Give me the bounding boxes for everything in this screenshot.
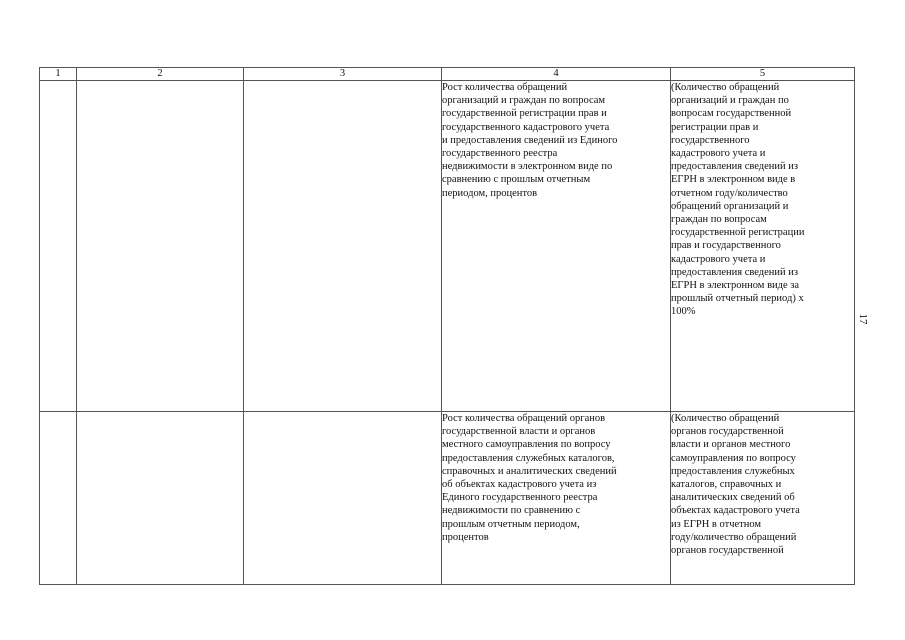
column-header-1: 1 [40,68,77,81]
column-header-2: 2 [77,68,244,81]
indicator-cell [442,412,671,585]
formula-cell [671,412,855,585]
column-header-4: 4 [442,68,671,81]
indicator-text: Рост количества обращений органов государственной власти и органов местного самоуправления по вопросу предоставления служебных каталогов, справочных и аналитических сведений об объектах кадастрового учета из Единого государственного реестра недвижимости по сравнению с прошлым отчетным периодом, процентов [442,413,617,543]
cell-col-3 [244,412,442,585]
page-number: 17 [857,313,869,325]
column-header-5: 5 [671,68,855,81]
indicator-cell [442,81,671,412]
column-header-3: 3 [244,68,442,81]
formula-text: (Количество обращений органов государственной власти и органов местного самоуправления по вопросу предоставления служебных каталогов, справочных и аналитических сведений об объектах кадастрового учета из ЕГРН в отчетном году/количество обращений органов государственной [671,413,800,557]
indicator-text: Рост количества обращений организаций и граждан по вопросам государственной регистрации прав и государственного кадастрового учета и предоставления сведений из Единого государственного реестра недвижимости в электронном виде по сравнению с прошлым отчетным периодом, процентов [442,82,618,199]
table-row [40,412,855,585]
indicators-table [39,67,855,585]
formula-text: (Количество обращений организаций и граждан по вопросам государственной регистрации прав и государственного кадастрового учета и предоставления сведений из ЕГРН в электронном виде в отчетном году/количество обращений организаций и граждан по вопросам государственной регистрации прав и государственного кадастрового учета и предоставления сведений из ЕГРН в электронном виде за прошлый отчетный период) х 100% [671,82,805,318]
cell-col-3 [244,81,442,412]
formula-cell [671,81,855,412]
table-header-row [40,68,855,81]
cell-col-2 [77,412,244,585]
table-row [40,81,855,412]
cell-col-1 [40,81,77,412]
cell-col-2 [77,81,244,412]
cell-col-1 [40,412,77,585]
